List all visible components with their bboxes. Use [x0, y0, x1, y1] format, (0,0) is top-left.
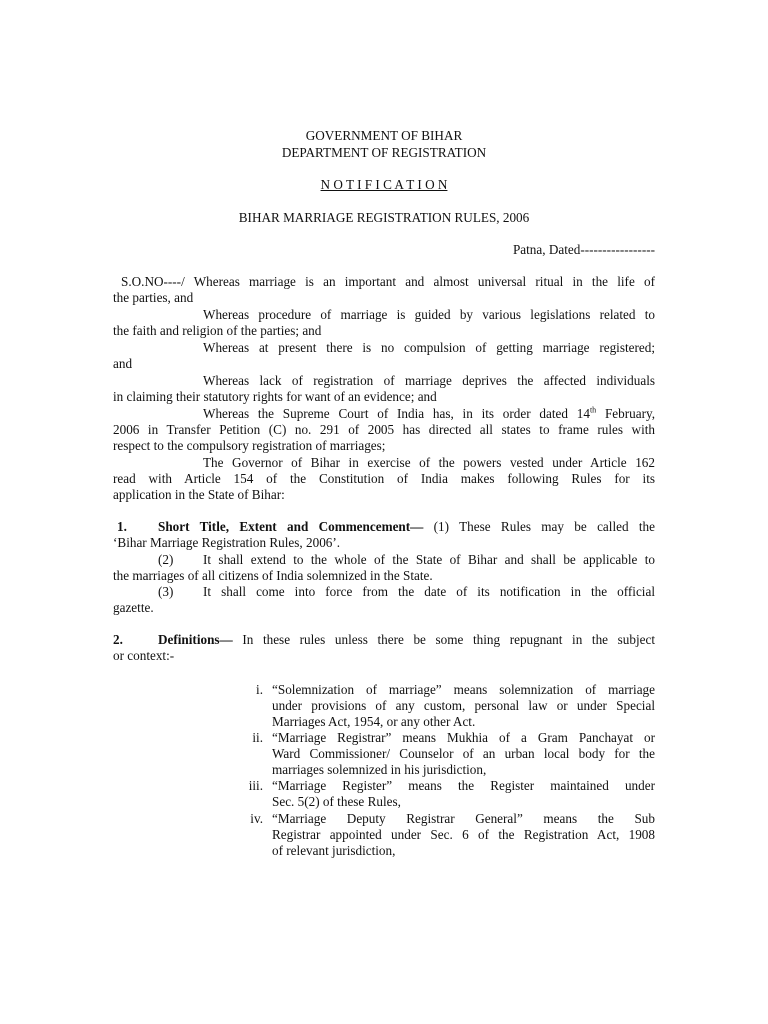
preamble-line: Whereas at present there is no compulsion of getting marriage registered;	[203, 340, 655, 355]
section-line: gazette.	[113, 600, 154, 615]
preamble-line: S.O.NO----/ Whereas marriage is an important and almost universal ritual in the life of	[121, 274, 655, 289]
definition-line: “Solemnization of marriage” means solemnization of marriage	[272, 682, 655, 697]
definition-line: Ward Commissioner/ Counselor of an urban local body for the	[272, 746, 655, 761]
definition-line: “Marriage Register” means the Register maintained under	[272, 778, 655, 793]
government-heading: GOVERNMENT OF BIHAR	[305, 128, 463, 143]
preamble-line: Whereas procedure of marriage is guided by various legislations related to	[203, 307, 655, 322]
definition-line: Sec. 5(2) of these Rules,	[272, 794, 401, 809]
preamble-line: Whereas the Supreme Court of India has, in its order dated 14th February,	[203, 405, 655, 421]
definition-number: iii.	[248, 778, 263, 793]
section-number: 1.	[117, 519, 127, 534]
definition-line: of relevant jurisdiction,	[272, 843, 396, 858]
preamble-line: in claiming their statutory rights for want of an evidence; and	[113, 389, 437, 404]
subsection-number: (3)	[158, 584, 174, 599]
section-line: ‘Bihar Marriage Registration Rules, 2006’.	[113, 535, 341, 550]
definition-number: iv.	[250, 811, 263, 826]
section-heading-line: Short Title, Extent and Commencement— (1) These Rules may be called the	[158, 519, 655, 534]
preamble-line: 2006 in Transfer Petition (C) no. 291 of 2005 has directed all states to frame rules with	[113, 422, 655, 437]
rules-title: BIHAR MARRIAGE REGISTRATION RULES, 2006	[238, 210, 530, 225]
definition-line: under provisions of any custom, personal law or under Special	[272, 698, 655, 713]
preamble-line: respect to the compulsory registration of marriages;	[113, 438, 386, 453]
section-line: It shall extend to the whole of the State of Bihar and shall be applicable to	[203, 552, 655, 567]
definition-line: “Marriage Deputy Registrar General” means the Sub	[272, 811, 655, 826]
section-line: It shall come into force from the date of its notification in the official	[203, 584, 655, 599]
place-date: Patna, Dated-----------------	[512, 242, 655, 257]
definition-line: Registrar appointed under Sec. 6 of the Registration Act, 1908	[272, 827, 655, 842]
preamble-line: application in the State of Bihar:	[113, 487, 285, 502]
department-heading: DEPARTMENT OF REGISTRATION	[281, 145, 487, 160]
section-line: or context:-	[113, 648, 175, 663]
definition-line: Marriages Act, 1954, or any other Act.	[272, 714, 476, 729]
preamble-line: and	[113, 356, 133, 371]
preamble-line: the parties, and	[113, 290, 194, 305]
section-line: the marriages of all citizens of India solemnized in the State.	[113, 568, 433, 583]
preamble-line: read with Article 154 of the Constitution of India makes following Rules for its	[113, 471, 655, 486]
definition-number: ii.	[252, 730, 263, 745]
definition-line: “Marriage Registrar” means Mukhia of a Gram Panchayat or	[272, 730, 655, 745]
preamble-line: Whereas lack of registration of marriage deprives the affected individuals	[203, 373, 655, 388]
section-number: 2.	[113, 632, 123, 647]
notification-heading: N O T I F I C A T I O N	[320, 177, 448, 192]
definition-line: marriages solemnized in his jurisdiction,	[272, 762, 487, 777]
preamble-line: The Governor of Bihar in exercise of the powers vested under Article 162	[203, 455, 655, 470]
section-heading-line: Definitions— In these rules unless there be some thing repugnant in the subject	[158, 632, 655, 647]
subsection-number: (2)	[158, 552, 174, 567]
preamble-line: the faith and religion of the parties; and	[113, 323, 322, 338]
definition-number: i.	[256, 682, 263, 697]
